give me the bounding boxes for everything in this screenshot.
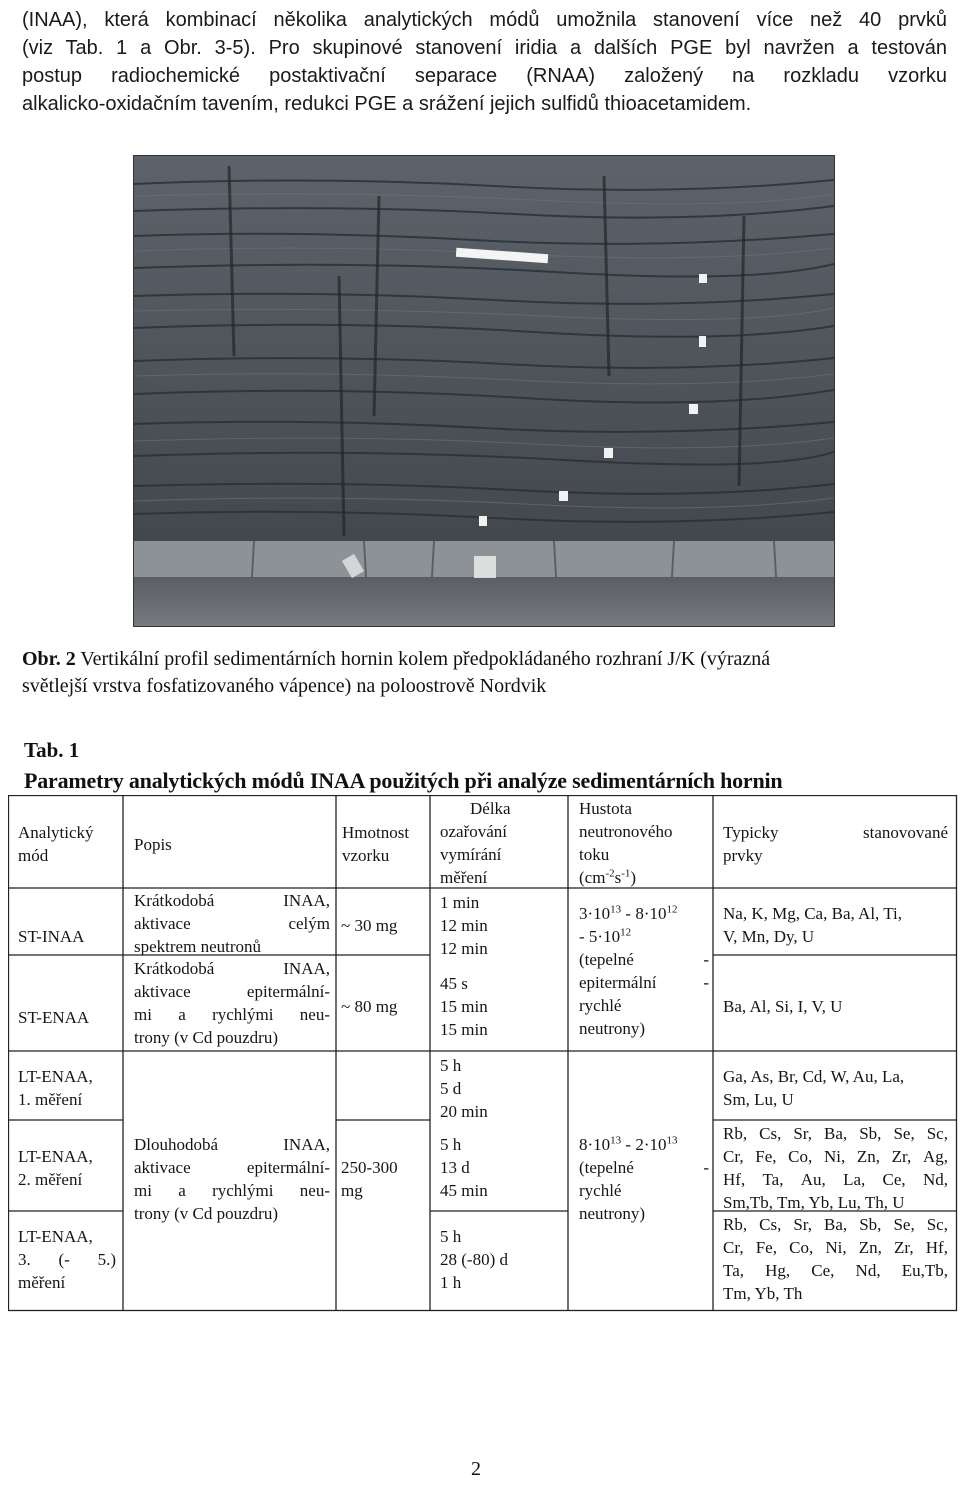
- times-lt1: 5 h 5 d 20 min: [440, 1056, 488, 1121]
- mode-lt1: LT-ENAA, 1. měření: [18, 1067, 93, 1109]
- rock-layers-image: [134, 156, 834, 626]
- mass-st-inaa: ~ 30 mg: [341, 916, 398, 935]
- header-flux: Hustota neutronového toku $(cm^{-2}s^{-1})$: [579, 799, 673, 887]
- intro-line: (INAA), která kombinací několika analytických módů umožnila stanovení více než 40 prvků: [22, 9, 947, 31]
- desc-st-enaa: Krátkodobá INAA, aktivace epitermální- mi a rychlými neu- trony (v Cd pouzdru): [134, 959, 330, 1047]
- figure-caption: [22, 646, 947, 700]
- elements-lt2: Rb, Cs, Sr, Ba, Sb, Se, Sc, Cr, Fe, Co, Ni, Zn, Zr, Ag, Hf, Ta, Au, La, Ce, Nd, Sm,Tb, Tm, Yb, Lu, Th, U: [723, 1124, 948, 1212]
- mode-lt3: LT-ENAA, 3. (- 5.) měření: [18, 1227, 116, 1292]
- mode-lt2: LT-ENAA, 2. měření: [18, 1147, 93, 1189]
- header-desc: Popis: [134, 835, 172, 854]
- times-lt3: 5 h 28 (-80) d 1 h: [440, 1227, 508, 1292]
- flux-st: $3\cdot 10^{13} - 8\cdot 10^{12}$ - $5\cdot 10^{12}$ (tepelné - epitermální - rychlé neutrony): [579, 903, 709, 1038]
- table-title: Parametry analytických módů INAA použitých při analýze sedimentárních hornin: [24, 768, 783, 793]
- elements-lt1: Ga, As, Br, Cd, W, Au, La, Sm, Lu, U: [723, 1067, 905, 1109]
- mode-st-inaa: ST-INAA: [18, 927, 85, 946]
- times-st-enaa: 45 s 15 min 15 min: [440, 974, 488, 1039]
- mass-lt: 250-300 mg: [341, 1158, 398, 1200]
- intro-paragraph: [22, 6, 947, 118]
- intro-line: (viz Tab. 1 a Obr. 3-5). Pro skupinové stanovení iridia a dalších PGE byl navržen a testován: [22, 37, 947, 59]
- intro-line: postup radiochemické postaktivační separace (RNAA) založený na rozkladu vzorku: [22, 65, 947, 87]
- times-lt2: 5 h 13 d 45 min: [440, 1135, 488, 1200]
- header-elements: Typicky stanovované prvky: [723, 823, 948, 865]
- desc-lt: Dlouhodobá INAA, aktivace epitermální- mi a rychlými neu- trony (v Cd pouzdru): [134, 1135, 330, 1223]
- inaa-modes-table: [8, 795, 958, 1315]
- rock-profile-photo: [133, 155, 835, 627]
- header-mode: Analytický mód: [18, 823, 94, 865]
- header-mass: Hmotnost vzorku: [342, 823, 410, 865]
- intro-line: alkalicko-oxidačním tavením, redukci PGE a srážení jejich sulfidů thioacetamidem.: [22, 93, 752, 115]
- elements-lt3: Rb, Cs, Sr, Ba, Sb, Se, Sc, Cr, Fe, Co, Ni, Zn, Zr, Hf, Ta, Hg, Ce, Nd, Eu,Tb, Tm, Yb, Th: [723, 1215, 948, 1303]
- caption-text: Vertikální profil sedimentárních hornin kolem předpokládaného rozhraní J/K (výrazná: [75, 648, 771, 670]
- table-number: Tab. 1: [24, 738, 80, 762]
- figure-label: Obr. 2: [22, 648, 76, 670]
- flux-lt: $8\cdot 10^{13} - 2\cdot 10^{13}$ (tepelné - rychlé neutrony): [579, 1134, 709, 1223]
- mass-st-enaa: ~ 80 mg: [341, 997, 398, 1016]
- desc-st-inaa: Krátkodobá INAA, aktivace celým spektrem neutronů: [134, 891, 330, 956]
- mode-st-enaa: ST-ENAA: [18, 1008, 90, 1027]
- header-time: Délka ozařování vymírání měření: [440, 799, 511, 887]
- times-st-inaa: 1 min 12 min 12 min: [440, 893, 488, 958]
- page-number: 2: [471, 1458, 481, 1480]
- elements-st-enaa: Ba, Al, Si, I, V, U: [723, 997, 843, 1016]
- elements-st-inaa: Na, K, Mg, Ca, Ba, Al, Ti, V, Mn, Dy, U: [723, 904, 902, 946]
- caption-text: světlejší vrstva fosfatizovaného vápence) na poloostrově Nordvik: [22, 675, 547, 697]
